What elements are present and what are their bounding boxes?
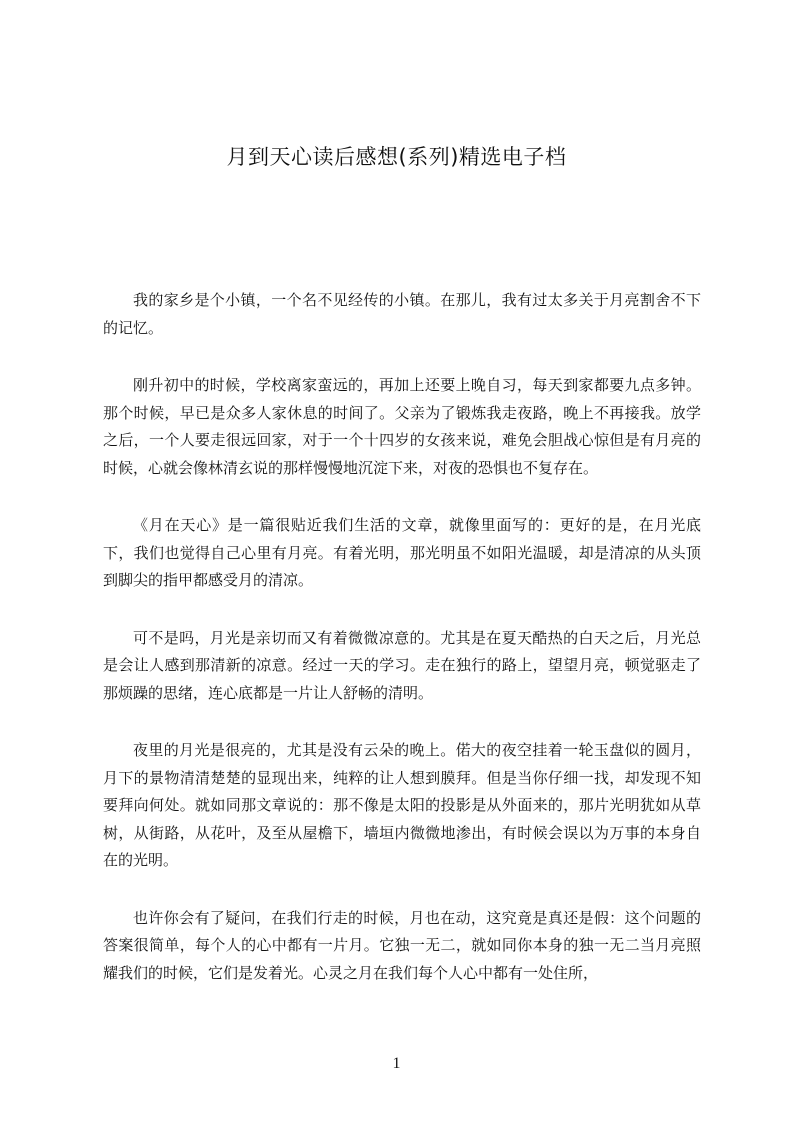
paragraph-1: 我的家乡是个小镇，一个名不见经传的小镇。在那儿，我有过太多关于月亮割舍不下的记忆。 [103, 291, 701, 337]
paragraph-3: 《月在天心》是一篇很贴近我们生活的文章，就像里面写的：更好的是，在月光底下，我们也觉得自己心里有月亮。有着光明，那光明虽不如阳光温暖，却是清凉的从头顶到脚尖的指甲都感受月的清凉。 [103, 516, 701, 589]
document-body [103, 287, 701, 1017]
paragraph-4: 可不是吗，月光是亲切而又有着微微凉意的。尤其是在夏天酷热的白天之后，月光总是会让人感到那清新的凉意。经过一天的学习。走在独行的路上，望望月亮，顿觉驱走了那烦躁的思绪，连心底都是一片让人舒畅的清明。 [103, 628, 701, 702]
paragraph-2: 刚升初中的时候，学校离家蛮远的，再加上还要上晚自习，每天到家都要九点多钟。那个时候，早已是众多人家休息的时间了。父亲为了锻炼我走夜路，晚上不再接我。放学之后，一个人要走很远回家，对于一个十四岁的女孩来说，难免会胆战心惊但是有月亮的时候，心就会像林清玄说的那样慢慢地沉淀下来，对夜的恐惧也不复存在。 [103, 376, 701, 477]
paragraph-6: 也许你会有了疑问，在我们行走的时候，月也在动，这究竟是真还是假：这个问题的答案很简单，每个人的心中都有一片月。它独一无二，就如同你本身的独一无二当月亮照耀我们的时候，它们是发着光。心灵之月在我们每个人心中都有一处住所， [103, 908, 701, 982]
document-title: 月到天心读后感想(系列)精选电子档 [226, 145, 567, 169]
paragraph-5: 夜里的月光是很亮的，尤其是没有云朵的晚上。偌大的夜空挂着一轮玉盘似的圆月，月下的景物清清楚楚的显现出来，纯粹的让人想到膜拜。但是当你仔细一找，却发现不知要拜向何处。就如同那文章说的：那不像是太阳的投影是从外面来的，那片光明犹如从草树，从街路，从花叶，及至从屋檐下，墙垣内微微地渗出，有时候会误以为万事的本身自在的光明。 [103, 741, 701, 869]
page-number: 1 [392, 1055, 401, 1072]
